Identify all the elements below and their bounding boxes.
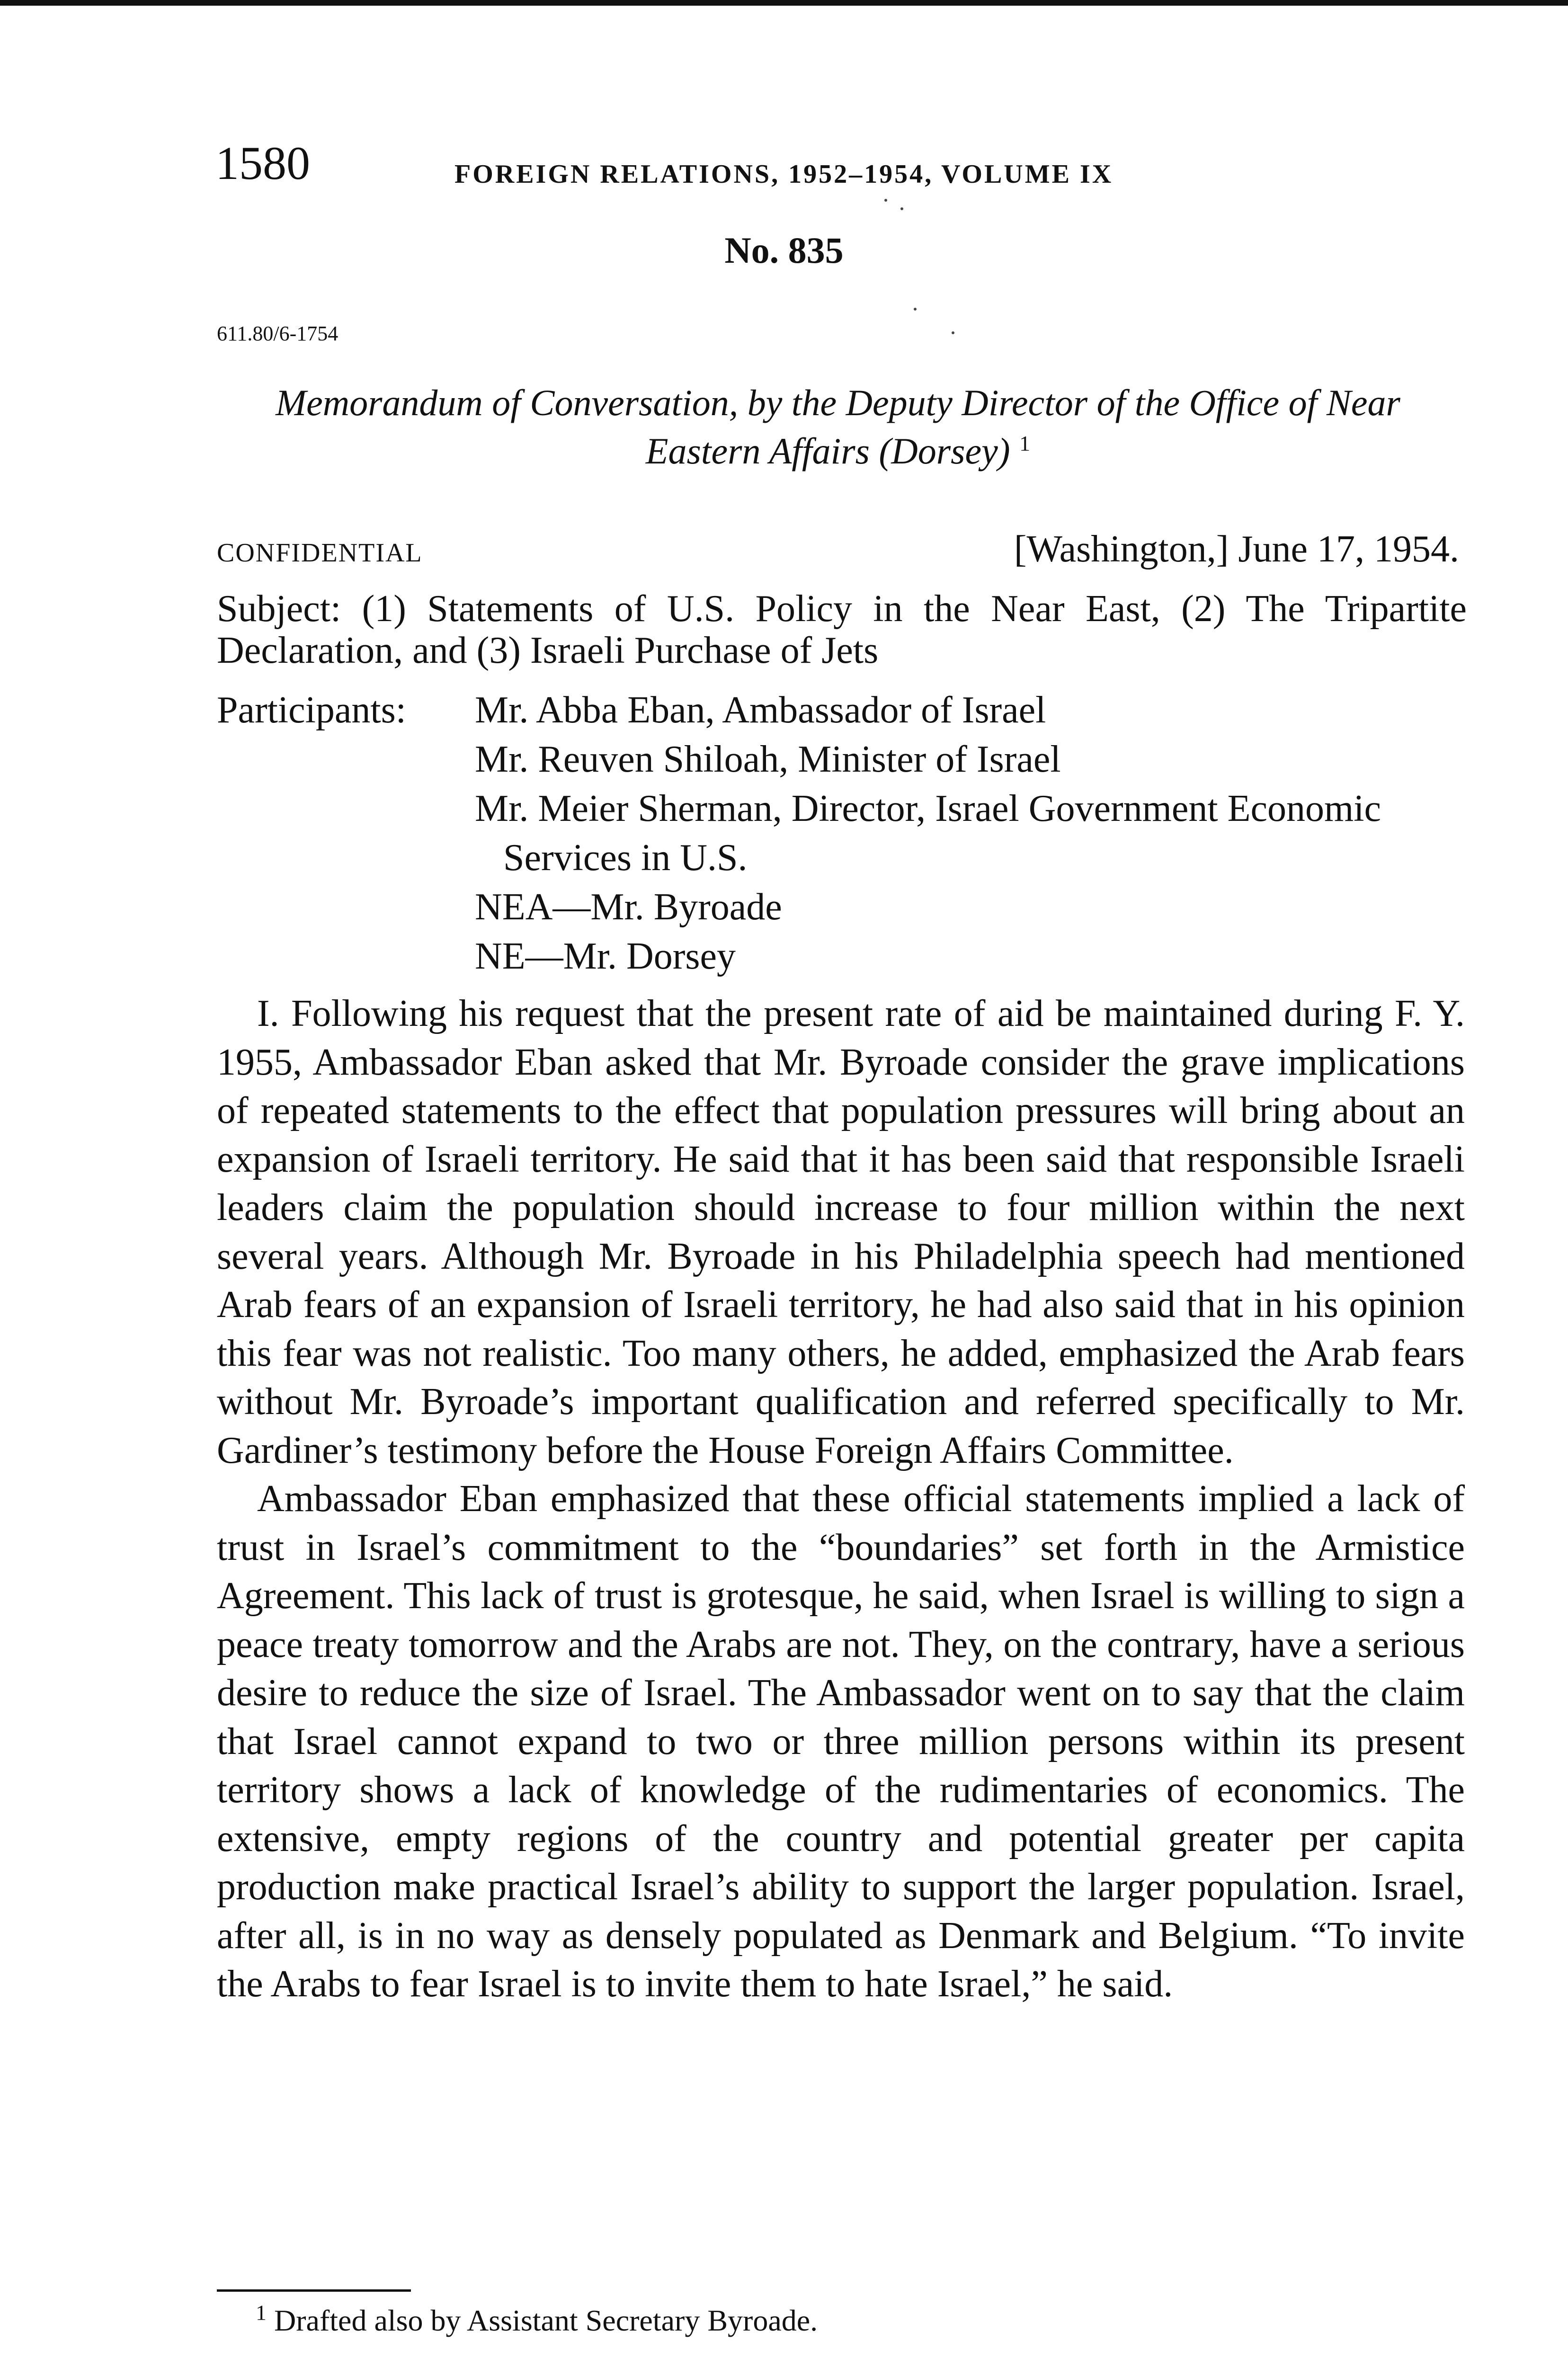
running-title: FOREIGN RELATIONS, 1952–1954, VOLUME IX (454, 160, 1114, 189)
title-footnote-marker: 1 (1019, 431, 1031, 455)
file-number: 611.80/6-1754 (217, 322, 339, 345)
footnote-marker: 1 (256, 2300, 267, 2325)
participant-item: NE—Mr. Dorsey (475, 935, 736, 977)
document-title (223, 379, 1453, 475)
participants-label: Participants: (217, 689, 406, 731)
scan-speck (914, 308, 917, 311)
body-paragraph: I. Following his request that the present rate of aid be maintained during F. Y. 1955, Ambassador Eban asked that Mr. Byroade consider the grave implications of repeated statements to the effect that population pressures will bring about an expansion of Israeli territory. He said that it has been said that responsible Israeli leaders claim the population should increase to four million within the next several years. Although Mr. Byroade in his Philadelphia speech had mentioned Arab fears of an expansion of Israeli territory, he had also said that in his opinion this fear was not realistic. Too many others, he added, emphasized the Arab fears without Mr. Byroade’s important qualification and referred specifically to Mr. Gardiner’s testimony before the House Foreign Affairs Committee. (217, 993, 1465, 1471)
body-paragraph: Ambassador Eban emphasized that these official statements implied a lack of trust in Israel’s commitment to the “boundaries” set forth in the Armistice Agreement. This lack of trust is grotesque, he said, when Israel is willing to sign a peace treaty tomorrow and the Arabs are not. They, on the contrary, have a serious desire to reduce the size of Israel. The Ambassador went on to say that the claim that Israel cannot expand to two or three million persons within its present territory shows a lack of knowledge of the rudimentaries of economics. The extensive, empty regions of the country and potential greater per capita production make practical Israel’s ability to support the larger population. Israel, after all, is in no way as densely populated as Denmark and Belgium. “To invite the Arabs to fear Israel is to invite them to hate Israel,” he said. (217, 1478, 1465, 2005)
participants-block (217, 685, 1495, 981)
participants-list (475, 685, 1469, 981)
subject-line: Subject: (1) Statements of U.S. Policy in the Near East, (2) The Tripartite Declaration, and (3) Israeli Purchase of Jets (217, 588, 1467, 671)
page-number: 1580 (215, 137, 310, 189)
memorandum-body (217, 989, 1465, 2009)
participant-item: Mr. Reuven Shiloah, Minister of Israel (475, 739, 1061, 780)
footnote-text: Drafted also by Assistant Secretary Byroade. (274, 2304, 818, 2337)
dateline: [Washington,] June 17, 1954. (1014, 528, 1459, 570)
footnote-rule (217, 2289, 411, 2292)
scan-top-border (0, 0, 1568, 6)
classification-label: CONFIDENTIAL (217, 538, 423, 568)
participant-item: NEA—Mr. Byroade (475, 886, 782, 928)
participant-item: Mr. Meier Sherman, Director, Israel Government Economic Services in U.S. (475, 788, 1381, 879)
document-number: No. 835 (724, 230, 844, 271)
participant-item: Mr. Abba Eban, Ambassador of Israel (475, 689, 1046, 731)
scan-speck (900, 207, 903, 210)
footnote (256, 2300, 1439, 2339)
scan-speck (884, 199, 887, 202)
document-title-text: Memorandum of Conversation, by the Deputy Director of the Office of Near Eastern Affairs (Dorsey) (276, 382, 1400, 472)
scan-speck (952, 331, 954, 334)
